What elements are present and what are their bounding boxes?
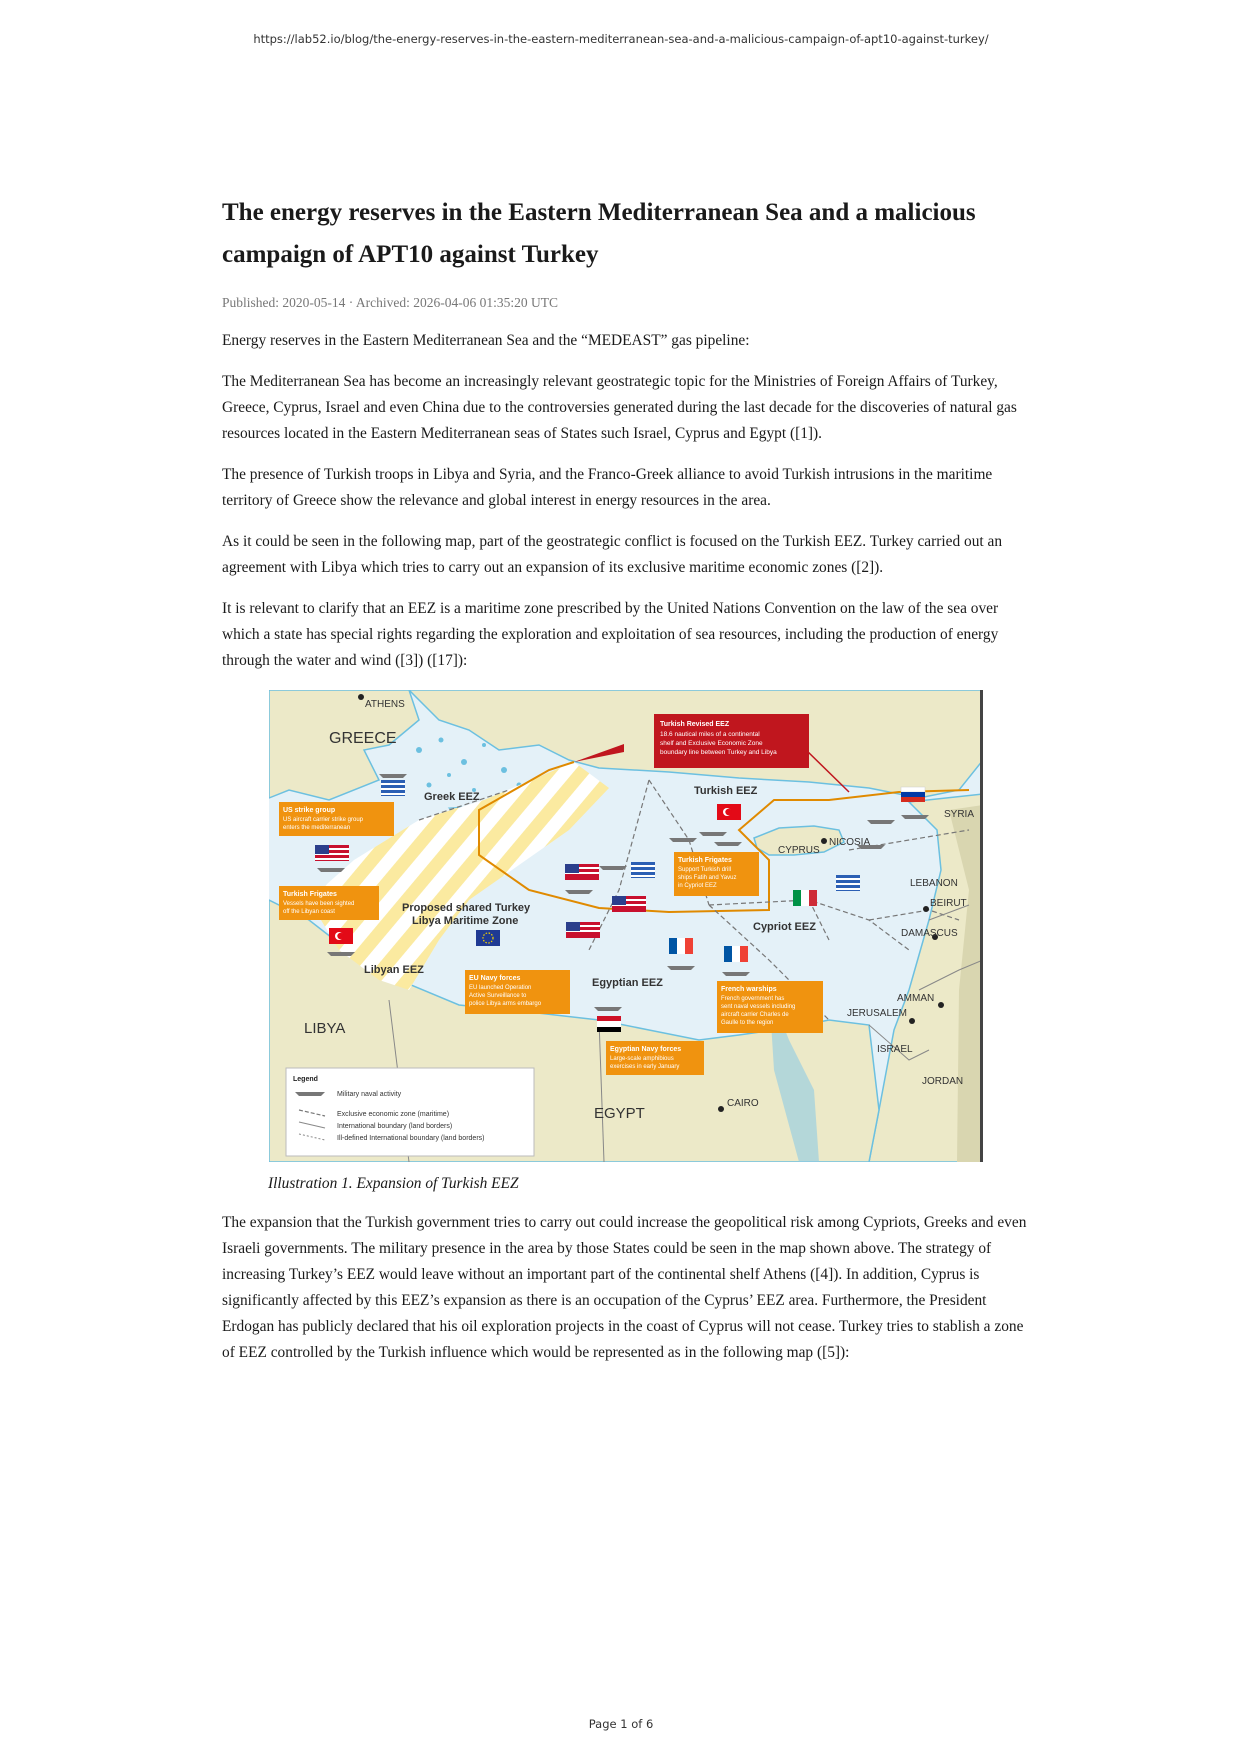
callout-french-warships [717, 981, 823, 1033]
label-cyprus: CYPRUS [778, 845, 820, 856]
city-dot-icon [718, 1106, 724, 1112]
eez-map-figure [269, 690, 983, 1162]
article-title-line-2: campaign of APT10 against Turkey [222, 241, 599, 268]
label-beirut: BEIRUT [930, 898, 967, 909]
flag-italy-icon [793, 890, 817, 906]
label-greek-eez: Greek EEZ [424, 791, 480, 803]
svg-text:shelf and Exclusive Economic Z: shelf and Exclusive Economic Zone [660, 740, 763, 747]
label-proposed-zone-1: Proposed shared Turkey [402, 902, 531, 914]
svg-text:Vessels have been sighted: Vessels have been sighted [283, 901, 355, 907]
page-url: https://lab52.io/blog/the-energy-reserves-in-the-eastern-mediterranean-sea-and-a-malicious-campaign-of-apt10-against-turkey/ [253, 32, 989, 46]
label-lebanon: LEBANON [910, 878, 958, 889]
paragraph-mediterranean: The Mediterranean Sea has become an increasingly relevant geostrategic topic for the Ministries of Foreign Affairs of Turkey, Greece, Cyprus, Israel and even China due to the controversies generated during the last decade for the discoveries of natural gas resources located in the Eastern Mediterranean seas of States such Israel, Cyprus and Egypt ([1]). [222, 373, 1017, 442]
figure-caption: Illustration 1. Expansion of Turkish EEZ [268, 1175, 519, 1192]
label-cairo: CAIRO [727, 1098, 759, 1109]
svg-text:French government has: French government has [721, 996, 785, 1002]
svg-text:French warships: French warships [721, 986, 777, 993]
callout-turkish-frigates-libya [279, 886, 379, 920]
flag-turkey-icon [717, 804, 741, 820]
svg-text:US aircraft carrier strike gro: US aircraft carrier strike group [283, 817, 364, 823]
flag-eu-icon [476, 930, 500, 946]
svg-text:off the Libyan coast: off the Libyan coast [283, 909, 335, 915]
label-syria: SYRIA [944, 809, 975, 820]
paragraph-expansion: The expansion that the Turkish government tries to carry out could increase the geopolitical risk among Cypriots, Greeks and even Israeli governments. The military presence in the area by those States could be seen in the map shown above. The strategy of increasing Turkey’s EEZ would leave without an important part of the continental shelf Athens ([4]). In addition, Cyprus is significantly affected by this EEZ’s expansion as there is an occupation of the Cyprus’ EEZ area. Furthermore, the President Erdogan has publicly declared that his oil exploration projects in the coast of Cyprus will not cease. Turkey tries to stablish a zone of EEZ controlled by the Turkish influence which would be represented as in the following map ([5]): [222, 1214, 1027, 1361]
flag-greece-icon [381, 780, 405, 796]
paragraph-intro: Energy reserves in the Eastern Mediterranean Sea and the “MEDEAST” gas pipeline: [222, 332, 750, 349]
svg-text:US strike group: US strike group [283, 807, 336, 814]
city-dot-icon [923, 906, 929, 912]
svg-text:boundary line between Turkey a: boundary line between Turkey and Libya [660, 749, 777, 756]
flag-usa-icon [315, 845, 349, 861]
paragraph-turkish-eez: As it could be seen in the following map, part of the geostrategic conflict is focused on the Turkish EEZ. Turkey carried out an agreement with Libya which tries to carry out an expansion of its exclusive maritime economic zones ([2]). [222, 533, 1003, 576]
svg-text:ships Fatih and Yavuz: ships Fatih and Yavuz [678, 875, 737, 881]
city-dot-icon [909, 1018, 915, 1024]
svg-text:Active Surveillance to: Active Surveillance to [469, 993, 527, 999]
article-title [222, 192, 1028, 276]
flag-usa-icon [612, 896, 646, 912]
svg-text:police Libya arms embargo: police Libya arms embargo [469, 1001, 542, 1007]
svg-text:EU launched Operation: EU launched Operation [469, 985, 532, 991]
city-dot-icon [938, 1002, 944, 1008]
svg-text:International boundary (land b: International boundary (land borders) [337, 1123, 453, 1130]
flag-france-icon [669, 938, 693, 954]
label-nicosia: NICOSIA [829, 837, 871, 848]
label-jordan: JORDAN [922, 1076, 964, 1087]
callout-turkish-frigates-cyprus [674, 852, 759, 896]
svg-text:Turkish Frigates: Turkish Frigates [283, 891, 337, 898]
svg-text:Military naval activity: Military naval activity [337, 1091, 402, 1098]
svg-text:sent naval vessels including: sent naval vessels including [721, 1004, 796, 1010]
label-jerusalem: JERUSALEM [847, 1008, 908, 1019]
label-proposed-zone-2: Libya Maritime Zone [412, 915, 519, 927]
article-continued [222, 1210, 1028, 1366]
svg-text:Turkish Frigates: Turkish Frigates [678, 857, 732, 864]
label-egyptian-eez: Egyptian EEZ [592, 977, 663, 989]
svg-text:EU Navy forces: EU Navy forces [469, 975, 521, 982]
label-libyan-eez: Libyan EEZ [364, 964, 424, 976]
svg-text:Egyptian Navy forces: Egyptian Navy forces [610, 1046, 682, 1053]
city-dot-icon [358, 694, 364, 700]
label-athens: ATHENS [365, 699, 405, 710]
page-number: Page 1 of 6 [588, 1717, 654, 1731]
label-israel: ISRAEL [877, 1044, 913, 1055]
svg-text:in Cypriot EEZ: in Cypriot EEZ [678, 883, 717, 889]
svg-text:Support Turkish drill: Support Turkish drill [678, 867, 732, 873]
svg-text:Large-scale amphibious: Large-scale amphibious [610, 1056, 674, 1062]
flag-russia-icon [901, 787, 925, 802]
callout-eu-navy-forces [465, 970, 570, 1014]
svg-text:Gaulle to the region: Gaulle to the region [721, 1020, 774, 1026]
label-libya: LIBYA [304, 1020, 346, 1037]
article [222, 192, 1028, 674]
flag-turkey-icon [329, 928, 353, 944]
flag-greece-icon [631, 862, 655, 878]
label-cypriot-eez: Cypriot EEZ [753, 921, 816, 933]
svg-text:Legend: Legend [293, 1076, 318, 1083]
svg-text:Exclusive economic zone (marit: Exclusive economic zone (maritime) [337, 1111, 450, 1118]
label-egypt: EGYPT [594, 1105, 645, 1122]
flag-usa-icon [566, 922, 600, 938]
flag-france-icon [724, 946, 748, 962]
svg-text:Turkish Revised EEZ: Turkish Revised EEZ [660, 721, 730, 728]
map-legend [286, 1068, 534, 1156]
label-amman: AMMAN [897, 993, 935, 1004]
label-damascus: DAMASCUS [901, 928, 958, 939]
callout-us-strike-group [279, 802, 394, 836]
svg-text:aircraft carrier Charles de: aircraft carrier Charles de [721, 1012, 789, 1018]
city-dot-icon [821, 838, 827, 844]
svg-text:exercises in early January: exercises in early January [610, 1064, 680, 1070]
article-title-line-1: The energy reserves in the Eastern Mediterranean Sea and a malicious [222, 199, 976, 226]
svg-text:enters the mediterranean: enters the mediterranean [283, 825, 351, 831]
svg-text:Ill-defined International boun: Ill-defined International boundary (land borders) [337, 1135, 485, 1142]
eez-map [269, 690, 983, 1162]
callout-egyptian-navy-forces [606, 1041, 704, 1075]
paragraph-eez-definition: It is relevant to clarify that an EEZ is a maritime zone prescribed by the United Nations Convention on the law of the sea over which a state has special rights regarding the exploration and exploitation of sea resources, including the production of energy through the water and wind ([3]) ([17]): [222, 600, 999, 669]
flag-usa-icon [565, 864, 599, 880]
publish-meta: Published: 2020-05-14 · Archived: 2026-04-06 01:35:20 UTC [222, 295, 558, 310]
label-greece: GREECE [329, 730, 397, 747]
svg-text:18.6 nautical miles of a conti: 18.6 nautical miles of a continental [660, 731, 760, 738]
paragraph-troops: The presence of Turkish troops in Libya and Syria, and the Franco-Greek alliance to avoid Turkish intrusions in the maritime territory of Greece show the relevance and global interest in energy resources in the area. [222, 466, 993, 509]
flag-greece-icon [836, 875, 860, 891]
label-turkish-eez: Turkish EEZ [694, 785, 758, 797]
flag-egypt-icon [597, 1016, 621, 1032]
